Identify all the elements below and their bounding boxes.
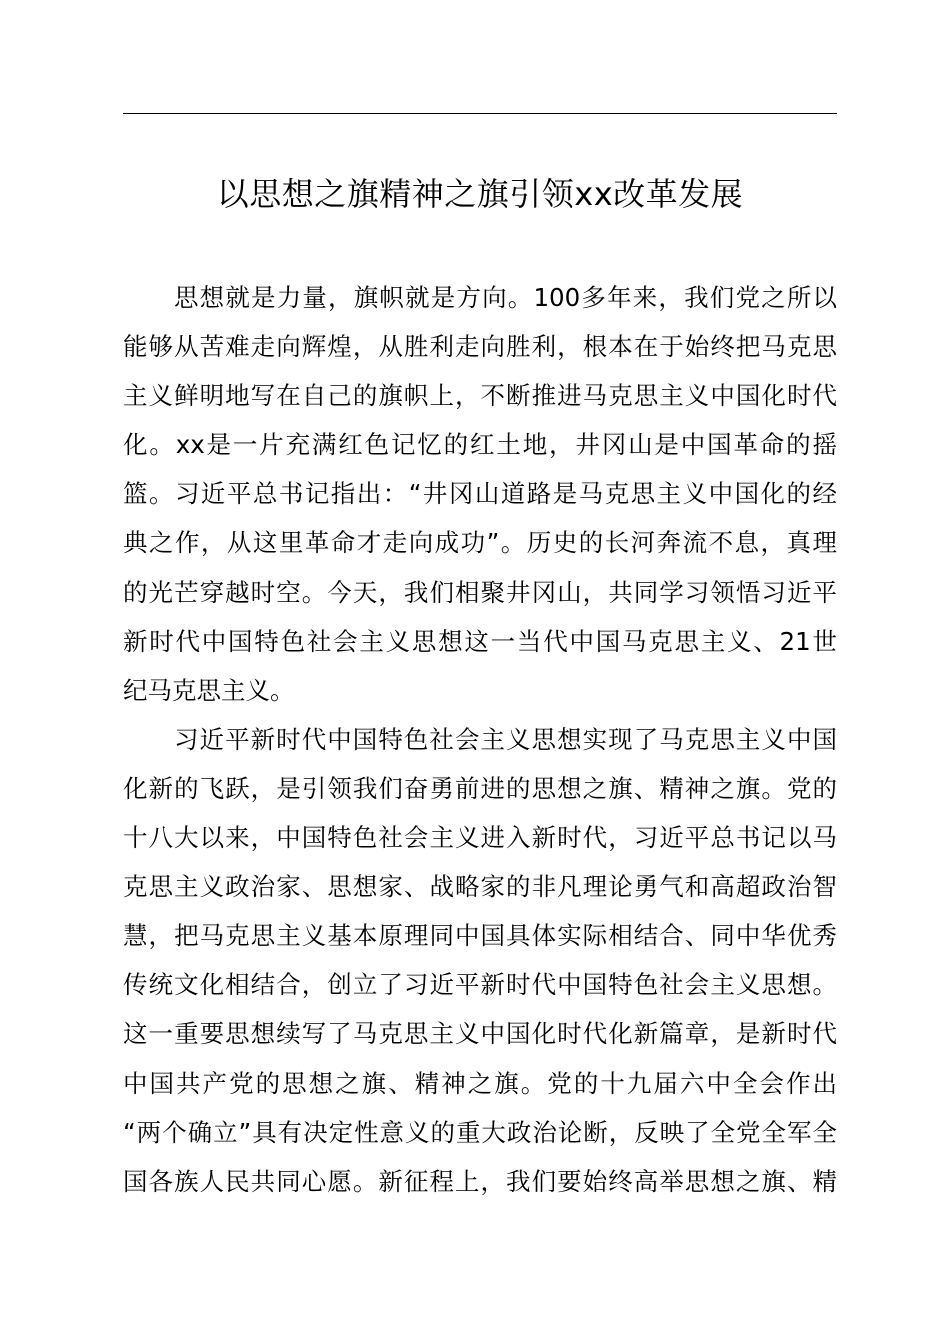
paragraph-1 xyxy=(123,273,837,715)
document-title: 以思想之旗精神之旗引领xx改革发展 xyxy=(216,175,744,213)
text-line: 克思主义政治家、思想家、战略家的非凡理论勇气和高超政治智 xyxy=(123,872,837,902)
paragraph-2 xyxy=(123,715,837,1206)
text-line: 纪马克思主义。 xyxy=(123,675,295,705)
text-line: 新时代中国特色社会主义思想这一当代中国马克思主义、21世 xyxy=(123,626,837,656)
text-line: 思想就是力量，旗帜就是方向。100多年来，我们党之所以 xyxy=(174,283,837,312)
text-line: 十八大以来，中国特色社会主义进入新时代，习近平总书记以马 xyxy=(123,823,837,853)
text-line: 的光芒穿越时空。今天，我们相聚井冈山，共同学习领悟习近平 xyxy=(123,577,837,607)
text-line: 典之作，从这里革命才走向成功”。历史的长河奔流不息，真理 xyxy=(123,528,837,558)
document-body xyxy=(123,273,837,1206)
text-line: 慧，把马克思主义基本原理同中国具体实际相结合、同中华优秀 xyxy=(123,921,837,951)
text-line: 这一重要思想续写了马克思主义中国化时代化新篇章，是新时代 xyxy=(123,1019,837,1049)
text-line: 能够从苦难走向辉煌，从胜利走向胜利，根本在于始终把马克思 xyxy=(123,332,837,362)
text-line: 传统文化相结合，创立了习近平新时代中国特色社会主义思想。 xyxy=(123,970,837,1000)
text-line: 化新的飞跃，是引领我们奋勇前进的思想之旗、精神之旗。党的 xyxy=(123,773,837,803)
text-line: 国各族人民共同心愿。新征程上，我们要始终高举思想之旗、精 xyxy=(123,1166,837,1196)
text-line: 中国共产党的思想之旗、精神之旗。党的十九届六中全会作出 xyxy=(123,1068,837,1098)
text-line: “两个确立”具有决定性意义的重大政治论断，反映了全党全军全 xyxy=(123,1117,837,1147)
text-line: 篮。习近平总书记指出：“井冈山道路是马克思主义中国化的经 xyxy=(123,479,837,509)
text-line: 化。xx是一片充满红色记忆的红土地，井冈山是中国革命的摇 xyxy=(123,430,837,460)
text-line: 主义鲜明地写在自己的旗帜上，不断推进马克思主义中国化时代 xyxy=(123,381,837,411)
text-line: 习近平新时代中国特色社会主义思想实现了马克思主义中国 xyxy=(174,724,837,754)
header-rule xyxy=(123,113,837,114)
